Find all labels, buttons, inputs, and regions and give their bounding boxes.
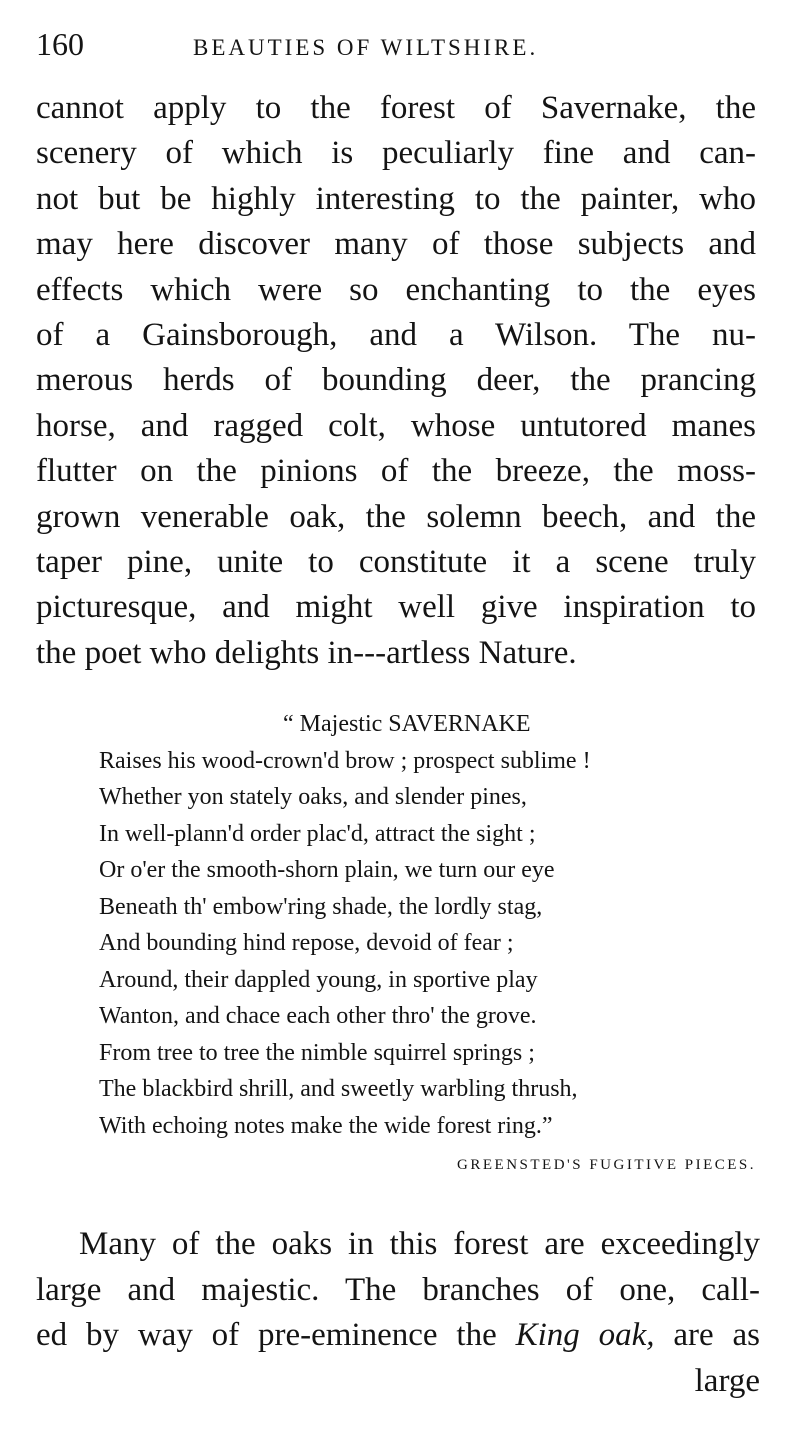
paragraph-line: grown venerable oak, the solemn beech, and the <box>36 498 756 535</box>
poem-line: Whether yon stately oaks, and slender pines, <box>99 784 527 810</box>
paragraph-line <box>36 1313 760 1359</box>
poem-line: Wanton, and chace each other thro' the grove. <box>99 1003 537 1029</box>
paragraph-line: large and majestic. The branches of one, call- <box>36 1271 760 1308</box>
poem-line: With echoing notes make the wide forest ring.” <box>99 1112 553 1139</box>
poem-line: Beneath th' embow'ring shade, the lordly stag, <box>99 893 543 920</box>
paragraph-line: Many of the oaks in this forest are exceedingly <box>79 1226 760 1262</box>
page-number: 160 <box>36 26 84 62</box>
poem-attribution: GREENSTED'S FUGITIVE PIECES. <box>457 1157 756 1173</box>
italic-text: King oak, <box>515 1317 655 1353</box>
paragraph-line: flutter on the pinions of the breeze, the moss- <box>36 453 756 490</box>
poem-quotation <box>99 706 739 1144</box>
catchword: large <box>694 1362 760 1399</box>
paragraph-1 <box>36 86 756 676</box>
poem-line: Around, their dappled young, in sportive play <box>99 966 538 993</box>
paragraph-line: the poet who delights in---artless Nature. <box>36 634 577 671</box>
paragraph-line: effects which were so enchanting to the eyes <box>36 271 756 308</box>
paragraph-line: horse, and ragged colt, whose untutored manes <box>36 407 756 444</box>
poem-line: In well-plann'd order plac'd, attract the sight ; <box>99 820 536 847</box>
line-text: ed by way of pre-eminence the <box>36 1317 516 1353</box>
poem-line: And bounding hind repose, devoid of fear ; <box>99 930 514 956</box>
paragraph-line: picturesque, and might well give inspiration to <box>36 589 756 626</box>
paragraph-line: of a Gainsborough, and a Wilson. The nu- <box>36 317 756 354</box>
line-text: are as <box>654 1317 761 1353</box>
paragraph-line: scenery of which is peculiarly fine and can- <box>36 135 756 172</box>
paragraph-line: cannot apply to the forest of Savernake, the <box>36 90 756 126</box>
page-header <box>36 22 756 72</box>
poem-line: From tree to tree the nimble squirrel springs ; <box>99 1039 535 1066</box>
paragraph-line: may here discover many of those subjects and <box>36 226 756 263</box>
paragraph-line: not but be highly interesting to the painter, who <box>36 180 756 217</box>
paragraph-line: merous herds of bounding deer, the prancing <box>36 362 756 399</box>
poem-line: “ Majestic SAVERNAKE <box>283 711 531 737</box>
poem-line: The blackbird shrill, and sweetly warbling thrush, <box>99 1076 578 1102</box>
paragraph-line: taper pine, unite to constitute it a scene truly <box>36 544 756 581</box>
running-head: BEAUTIES OF WILTSHIRE. <box>193 35 539 60</box>
poem-line: Raises his wood-crown'd brow ; prospect sublime ! <box>99 747 591 774</box>
poem-line: Or o'er the smooth-shorn plain, we turn our eye <box>99 857 555 883</box>
paragraph-2 <box>36 1222 760 1404</box>
